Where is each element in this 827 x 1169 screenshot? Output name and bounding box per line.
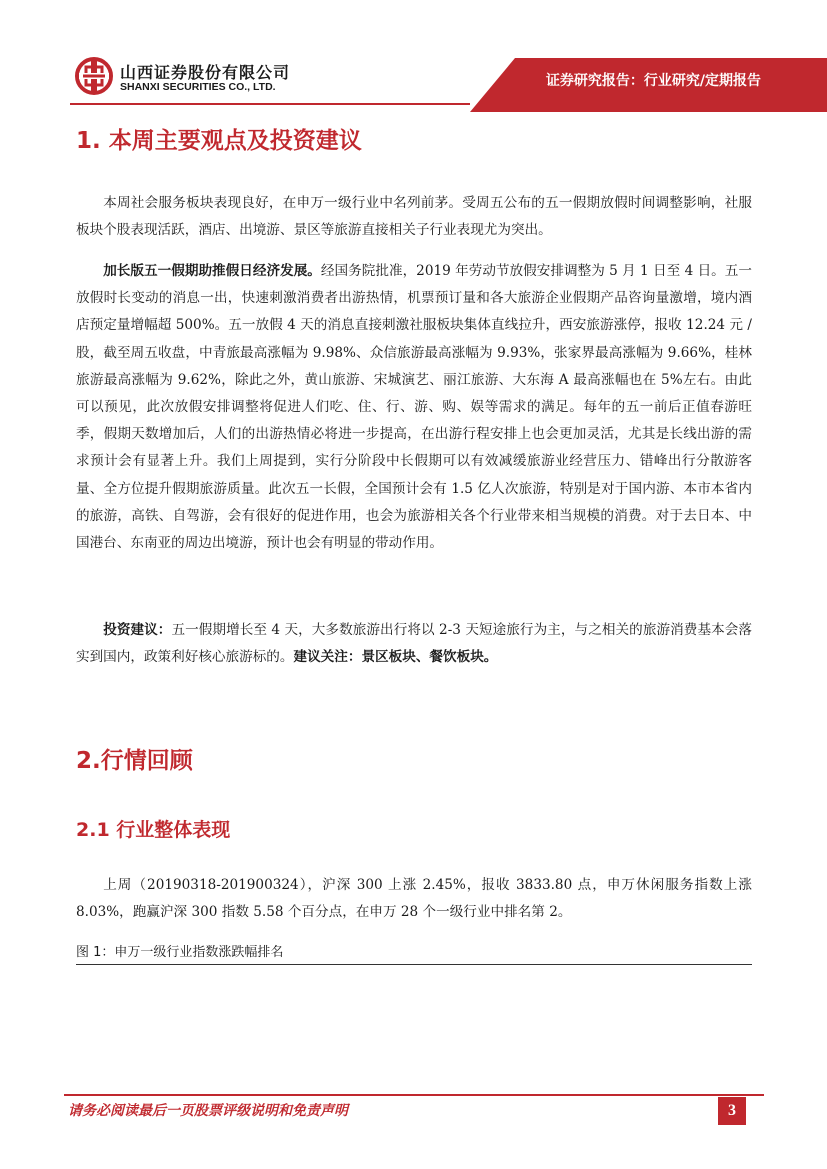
paragraph-2-body: 经国务院批准，2019 年劳动节放假安排调整为 5 月 1 日至 4 日。五一放假时长变动的消息一出，快速刺激消费者出游热情，机票预订量和各大旅游企业假期产品咨询量激增，境内酒店预定量增幅超 500%。五一放假 4 天的消息直接刺激社服板块集体直线拉升，西安旅游涨停，报收 12.24 元 / 股，截至周五收盘，中青旅最高涨幅为 9.98%、众信旅游最高涨幅为 9.93%，张家界最高涨幅为 9.66%，桂林旅游最高涨幅为 9.62%，除此之外，黄山旅游、宋城演艺、丽江旅游、大东海 A 最高涨幅也在 5%左右。由此可以预见，此次放假安排调整将促进人们吃、住、行、游、购、娱等需求的满足。每年的五一前后正值春游旺季，假期天数增加后，人们的出游热情必将进一步提高，在出游行程安排上也会更加灵活，尤其是长线出游的需求预计会有显著上升。我们上周提到，实行分阶段中长假期可以有效减缓旅游业经营压力、错峰出行分散游客量、全方位提升假期旅游质量。此次五一长假，全国预计会有 1.5 亿人次旅游，特别是对于国内游、本市本省内的旅游，高铁、自驾游，会有很好的促进作用，也会为旅游相关各个行业带来相当规模的消费。对于去日本、中国港台、东南亚的周边出境游，预计也会有明显的带动作用。 — [76, 263, 752, 552]
company-name-cn: 山西证券股份有限公司 — [120, 63, 291, 82]
paragraph-2-lead: 加长版五一假期助推假日经济发展。 — [103, 263, 321, 279]
page-number: 3 — [718, 1097, 746, 1125]
footer-disclaimer: 请务必阅读最后一页股票评级说明和免责声明 — [68, 1103, 348, 1119]
investment-advice-label: 投资建议： — [103, 622, 172, 638]
section-1-title: 1. 本周主要观点及投资建议 — [76, 128, 362, 154]
company-name-en: SHANXI SECURITIES CO., LTD. — [120, 81, 276, 93]
section-1-paragraph-2 — [76, 258, 752, 557]
section-2-title: 2.行情回顾 — [76, 748, 193, 774]
section-1-paragraph-1: 本周社会服务板块表现良好，在申万一级行业中名列前茅。受周五公布的五一假期放假时间调整影响，社服板块个股表现活跃，酒店、出境游、景区等旅游直接相关子行业表现尤为突出。 — [76, 195, 752, 239]
figure-1-caption: 图 1：申万一级行业指数涨跌幅排名 — [76, 945, 284, 960]
footer-rule — [64, 1094, 764, 1096]
page-header — [0, 0, 827, 120]
recommendation-focus: 建议关注：景区板块、餐饮板块。 — [293, 649, 498, 666]
section-2-1-title: 2.1 行业整体表现 — [76, 819, 231, 841]
figure-top-rule — [76, 964, 752, 965]
investment-advice-body: 五一假期增长至 4 天，大多数旅游出行将以 2-3 天短途旅行为主，与之相关的旅游消费基本会落实到国内，政策利好核心旅游标的。 — [76, 622, 753, 666]
section-2-1-paragraph: 上周（20190318-201900324），沪深 300 上涨 2.45%，报收 3833.80 点，申万休闲服务指数上涨 8.03%，跑赢沪深 300 指数 5.58 个百分点，在申万 28 个一级行业中排名第 2。 — [76, 877, 752, 921]
report-type-label: 证券研究报告：行业研究/定期报告 — [545, 73, 761, 89]
shanxi-securities-logo-icon — [74, 56, 114, 96]
investment-advice-paragraph — [76, 617, 752, 671]
